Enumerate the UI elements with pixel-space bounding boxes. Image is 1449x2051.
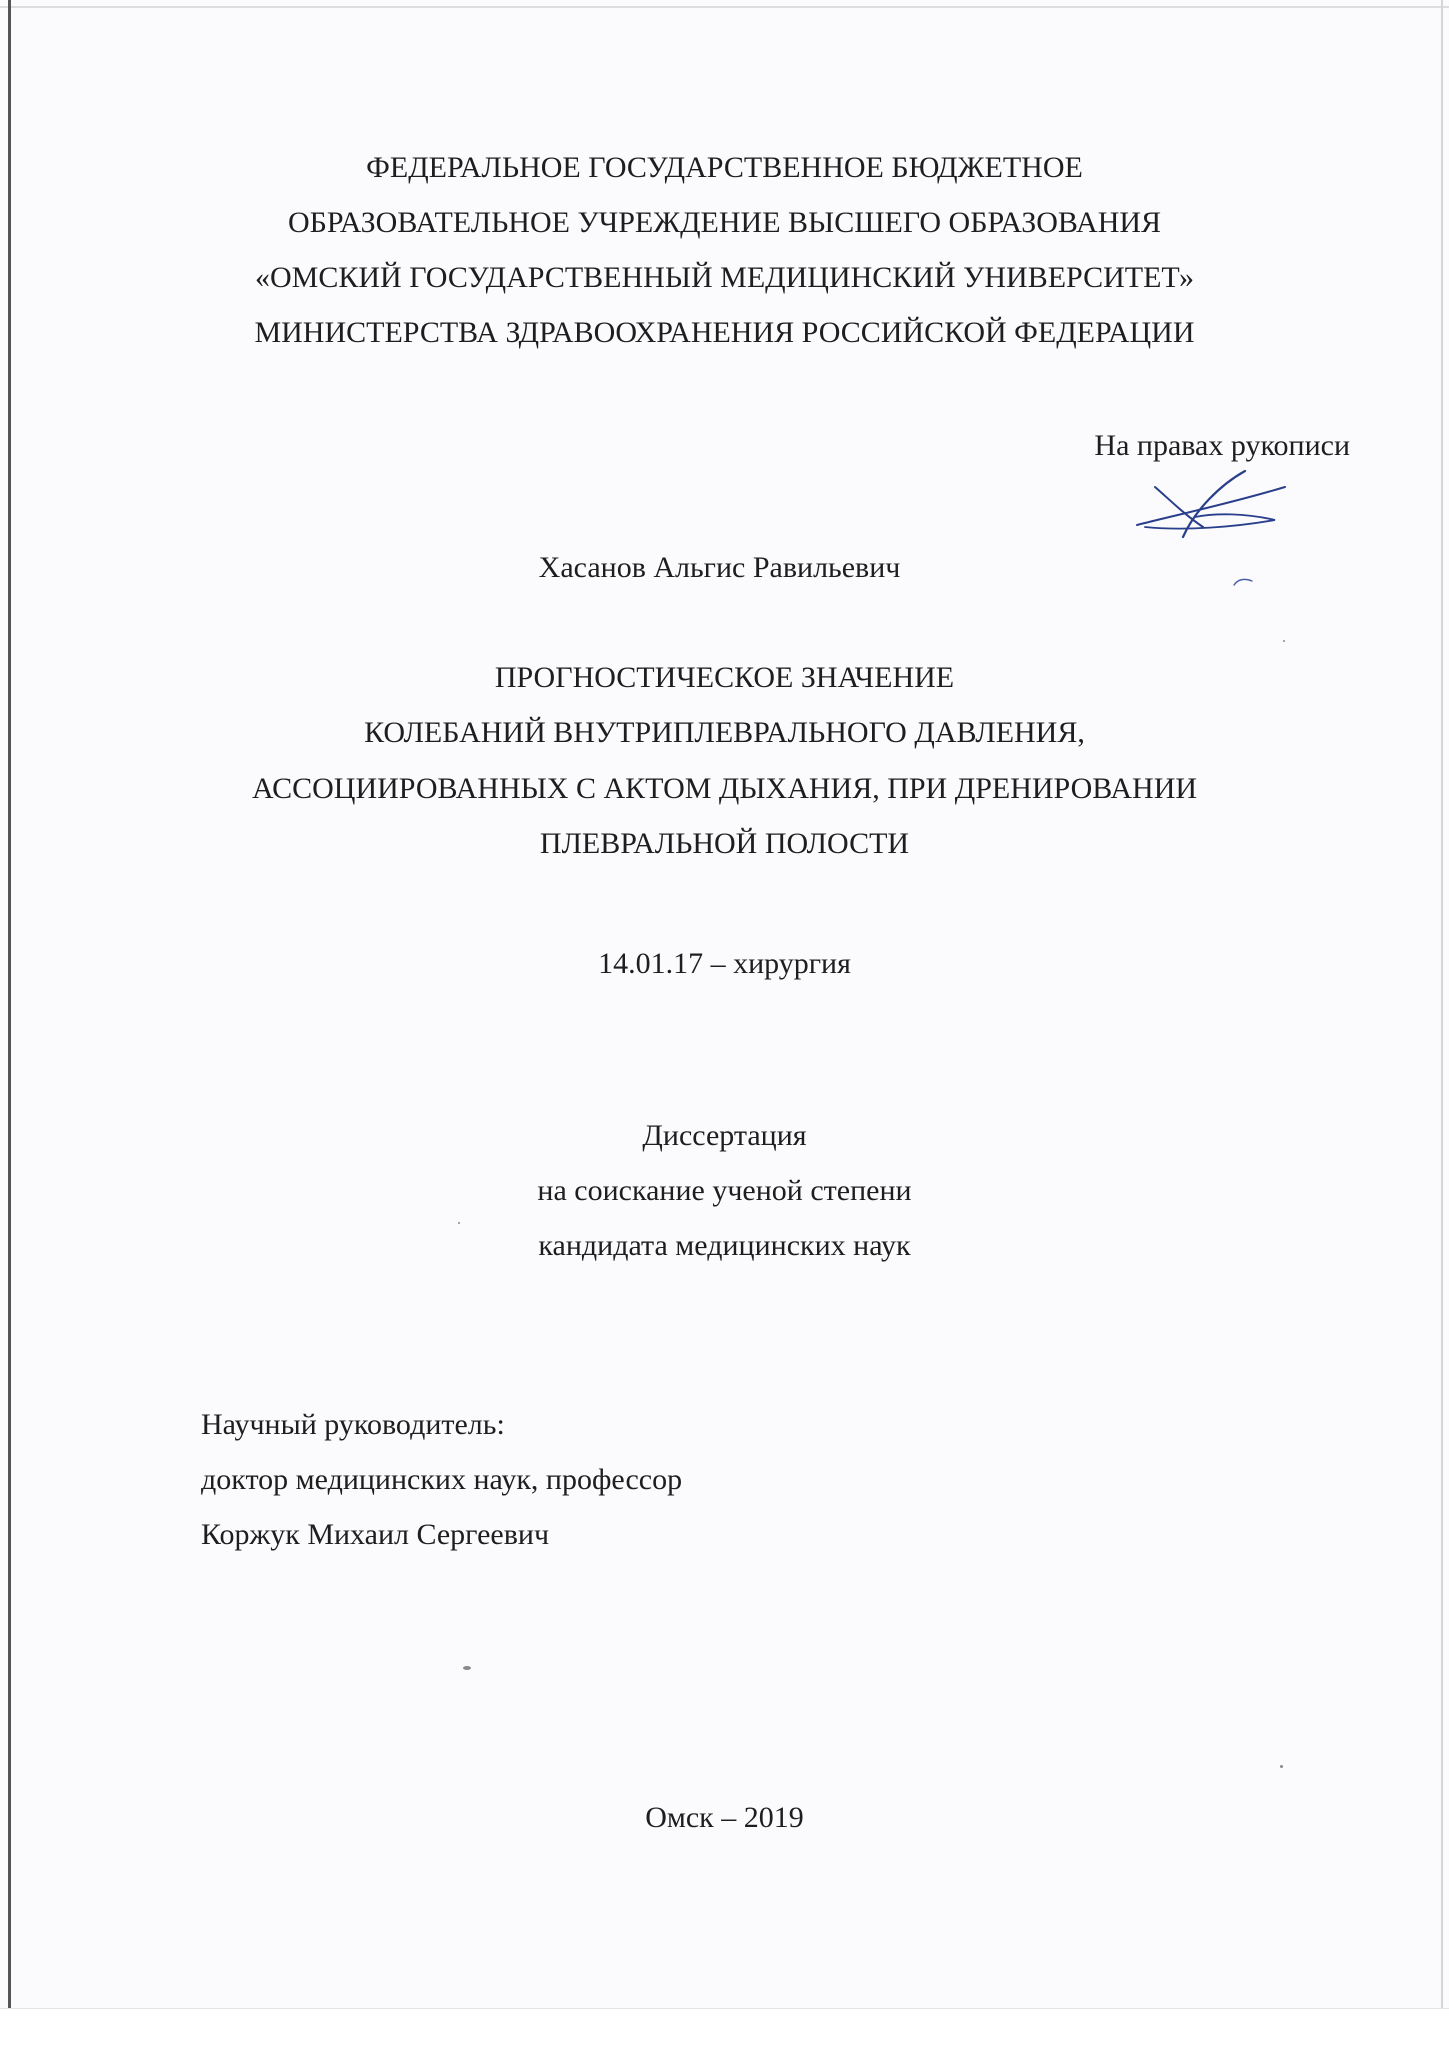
organization-line-4: МИНИСТЕРСТВА ЗДРАВООХРАНЕНИЯ РОССИЙСКОЙ ФЕДЕРАЦИИ (254, 316, 1195, 349)
scan-speck (1283, 640, 1285, 642)
manuscript-note: На правах рукописи (1094, 429, 1350, 462)
organization-line-2: ОБРАЗОВАТЕЛЬНОЕ УЧРЕЖДЕНИЕ ВЫСШЕГО ОБРАЗОВАНИЯ (287, 206, 1162, 239)
supervisor-degree: доктор медицинских наук, профессор (201, 1463, 683, 1496)
scan-speck (458, 1222, 460, 1224)
organization-line-3: «ОМСКИЙ ГОСУДАРСТВЕННЫЙ МЕДИЦИНСКИЙ УНИВЕРСИТЕТ» (255, 261, 1194, 294)
dissertation-degree-line-2: кандидата медицинских наук (538, 1229, 911, 1262)
scan-speck (463, 1666, 471, 1670)
city-year: Омск – 2019 (645, 1801, 804, 1834)
dissertation-label: Диссертация (642, 1119, 807, 1152)
title-line-3: АССОЦИИРОВАННЫХ С АКТОМ ДЫХАНИЯ, ПРИ ДРЕНИРОВАНИИ (251, 772, 1198, 805)
title-line-4: ПЛЕВРАЛЬНОЙ ПОЛОСТИ (539, 827, 910, 860)
supervisor-name: Коржук Михаил Сергеевич (201, 1518, 550, 1551)
supervisor-heading: Научный руководитель: (201, 1408, 505, 1441)
scan-edge-top (0, 6, 1449, 8)
dissertation-degree-line-1: на соискание ученой степени (537, 1174, 912, 1207)
scan-edge-right (1441, 0, 1443, 2008)
specialty-code: 14.01.17 – хирургия (598, 947, 851, 980)
author-name (0, 550, 1449, 586)
author-name-text: Хасанов Альгис Равильевич (538, 551, 901, 584)
scan-edge-left (8, 0, 11, 2050)
organization-line-1: ФЕДЕРАЛЬНОЕ ГОСУДАРСТВЕННОЕ БЮДЖЕТНОЕ (366, 151, 1083, 184)
signature-icon (1125, 465, 1295, 545)
title-line-2: КОЛЕБАНИЙ ВНУТРИПЛЕВРАЛЬНОГО ДАВЛЕНИЯ, (364, 716, 1085, 749)
title-line-1: ПРОГНОСТИЧЕСКОЕ ЗНАЧЕНИЕ (494, 661, 955, 694)
scan-speck (1280, 1765, 1283, 1768)
scan-edge-bottom (0, 2008, 1449, 2051)
